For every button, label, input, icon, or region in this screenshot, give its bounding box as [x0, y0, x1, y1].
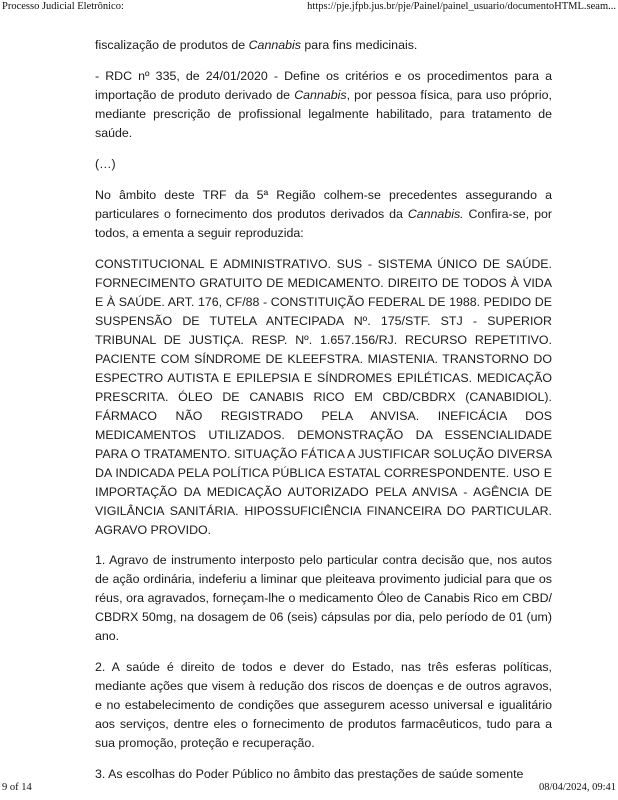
paragraph-item-3: 3. As escolhas do Poder Público no âmbito das prestações de saúde somente	[95, 767, 524, 781]
paragraph-ementa: CONSTITUCIONAL E ADMINISTRATIVO. SUS - SISTEMA ÚNICO DE SAÚDE. FORNECIMENTO GRATUITO DE MEDICAMENTO. DIREITO DE TODOS À VIDA E À SAÚDE. ART. 176, CF/88 - CONSTITUIÇÃO FEDERAL DE 1988. PEDIDO DE SUSPENSÃO DE TUTELA ANTECIPADA Nº. 175/STF. STJ - SUPERIOR TRIBUNAL DE JUSTIÇA. RESP. Nº. 1.657.156/RJ. RECURSO REPETITIVO. PACIENTE COM SÍNDROME DE KLEEFSTRA. MIASTENIA. TRANSTORNO DO ESPECTRO AUTISTA E EPILEPSIA E SÍNDROMES EPILÉTICAS. MEDICAÇÃO PRESCRITA. ÓLEO DE CANABIS RICO EM CBD/CBDRX (CANABIDIOL). FÁRMACO NÃO REGISTRADO PELA ANVISA. INEFICÁCIA DOS MEDICAMENTOS UTILIZADOS. DEMONSTRAÇÃO DA ESSENCIALIDADE PARA O TRATAMENTO. SITUAÇÃO FÁTICA A JUSTIFICAR SOLUÇÃO DIVERSA DA INDICADA PELA POLÍTICA PÚBLICA ESTATAL CORRESPONDENTE. USO E IMPORTAÇÃO DA MEDICAÇÃO AUTORIZADO PELA ANVISA - AGÊNCIA DE VIGILÂNCIA SANITÁRIA. HIPOSSUFICIÊNCIA FINANCEIRA DO PARTICULAR. AGRAVO PROVIDO.	[95, 257, 552, 537]
paragraph-rdc-335: - RDC nº 335, de 24/01/2020 - Define os critérios e os procedimentos para a importação de produto derivado de Cannabis, por pessoa física, para uso próprio, mediante prescrição de profissional legalmente habilitado, para tratamento de saúde.	[95, 69, 552, 140]
footer-page-number: 9 of 14	[2, 782, 32, 793]
footer-datetime: 08/04/2024, 09:41	[538, 782, 616, 793]
document-body	[95, 36, 552, 796]
header-url: https://pje.jfpb.jus.br/pje/Painel/painel_usuario/documentoHTML.seam...	[307, 1, 616, 12]
paragraph-fiscalizacao: fiscalização de produtos de Cannabis para fins medicinais.	[95, 38, 418, 52]
header-document-title: Processo Judicial Eletrônico:	[2, 1, 124, 12]
paragraph-precedentes: No âmbito deste TRF da 5ª Região colhem-se precedentes assegurando a particulares o fornecimento dos produtos derivados da Cannabis. Confira-se, por todos, a ementa a seguir reproduzida:	[95, 188, 552, 240]
paragraph-ellipsis: (…)	[95, 157, 116, 171]
paragraph-item-1: 1. Agravo de instrumento interposto pelo particular contra decisão que, nos autos de ação ordinária, indeferiu a liminar que pleiteava provimento judicial para que os réus, ora agravados, forneçam-lhe o medicamento Óleo de Canabis Rico em CBD/ CBDRX 50mg, na dosagem de 06 (seis) cápsulas por dia, pelo período de 01 (um) ano.	[95, 553, 552, 643]
paragraph-item-2: 2. A saúde é direito de todos e dever do Estado, nas três esferas políticas, mediante ações que visem à redução dos riscos de doenças e de outros agravos, e no estabelecimento de condições que assegurem acesso universal e igualitário aos serviços, dentre eles o fornecimento de produtos farmacêuticos, tudo para a sua promoção, proteção e recuperação.	[95, 660, 552, 750]
